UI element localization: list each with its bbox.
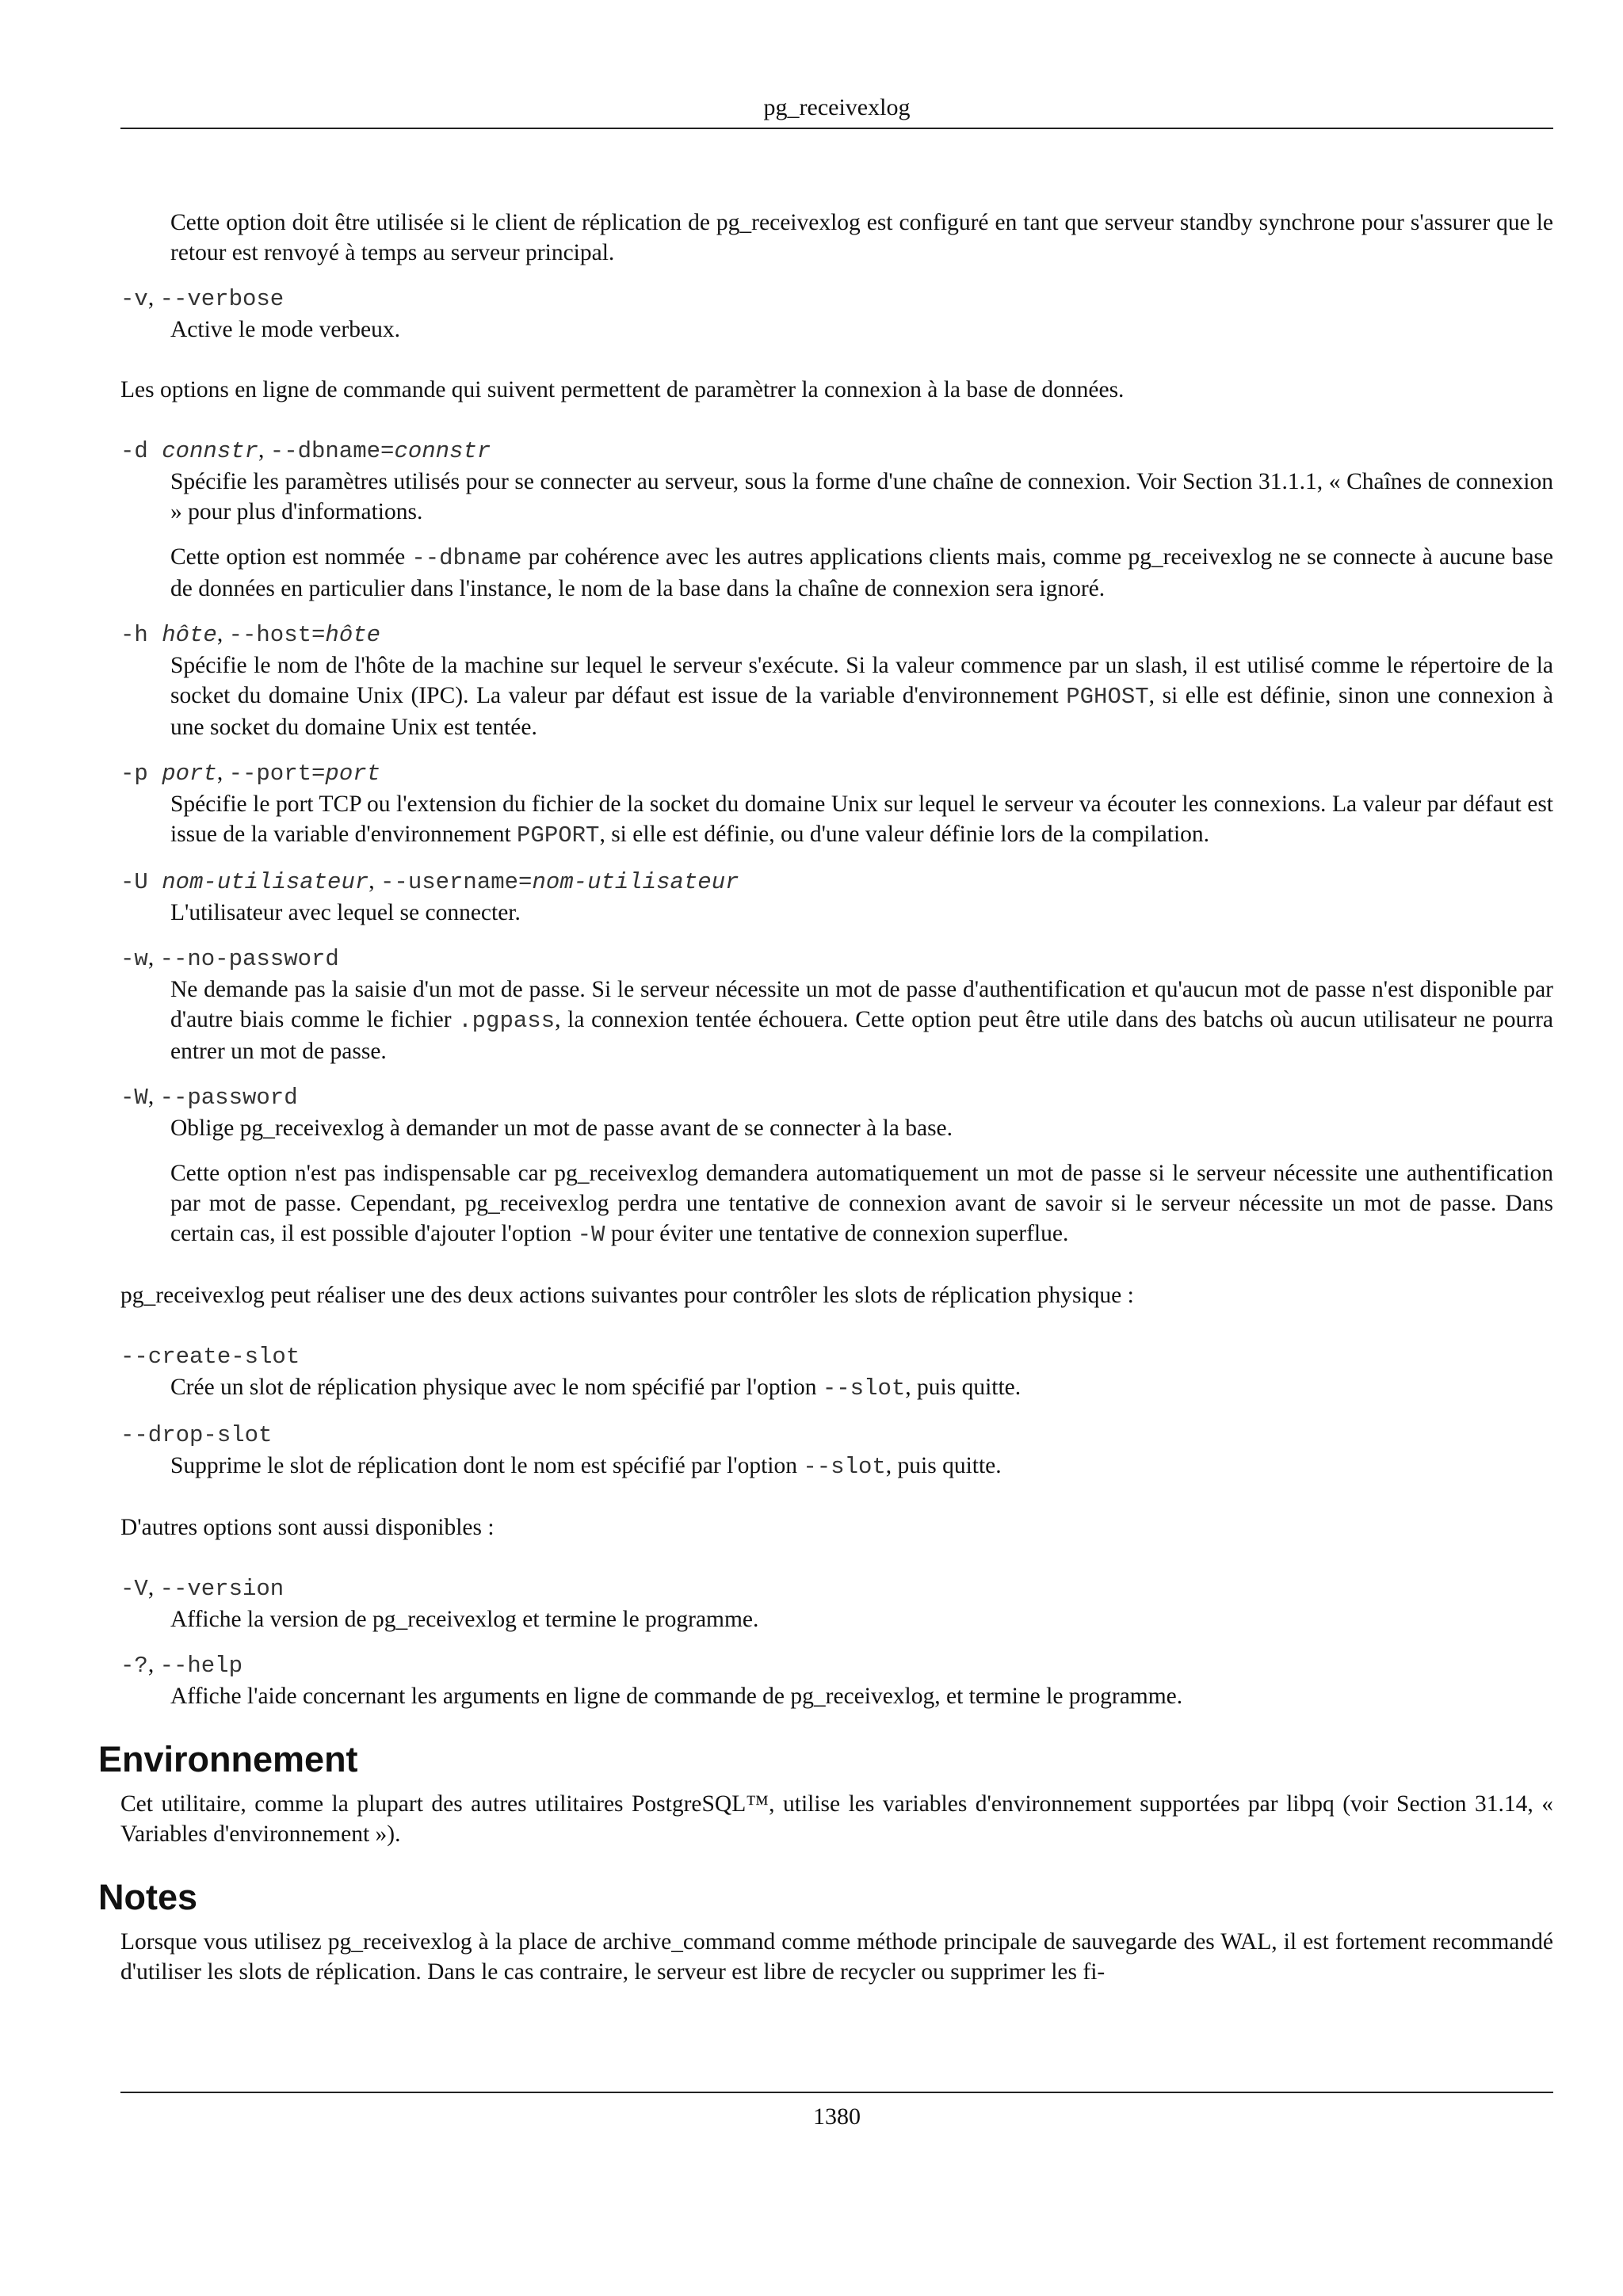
option-description: Cette option est nommée --dbname par cohérence avec les autres applications clients mais, comme pg_receivexlog ne se connecte à aucune base de données en particulier dans l'instance, le nom de la base dans la chaîne de connexion sera ignoré. xyxy=(170,544,1553,601)
option-description: Supprime le slot de réplication dont le nom est spécifié par l'option --slot, puis quitte. xyxy=(170,1453,1002,1480)
option-description: Affiche l'aide concernant les arguments en ligne de commande de pg_receivexlog, et termine le programme. xyxy=(170,1684,1183,1709)
option-term: -W, --password xyxy=(120,1084,298,1111)
option-entry-password xyxy=(120,1081,1553,1250)
paragraph: Les options en ligne de commande qui suivent permettent de paramètrer la connexion à la base de données. xyxy=(120,377,1125,402)
option-term: -U nom-utilisateur, --username=nom-utilisateur xyxy=(120,868,739,895)
option-description: Crée un slot de réplication physique avec le nom spécifié par l'option --slot, puis quitte. xyxy=(170,1375,1022,1402)
option-term: --drop-slot xyxy=(120,1422,273,1448)
section-heading-notes: Notes xyxy=(98,1877,198,1917)
option-term: -w, --no-password xyxy=(120,945,339,972)
option-description: Spécifie les paramètres utilisés pour se connecter au serveur, sous la forme d'une chaîne de connexion. Voir Section 31.1.1, « Chaînes de connexion » pour plus d'informations. xyxy=(170,469,1553,524)
page-body xyxy=(98,208,1553,1987)
option-description: Active le mode verbeux. xyxy=(170,317,400,342)
option-description: L'utilisateur avec lequel se connecter. xyxy=(170,900,521,925)
option-description: Oblige pg_receivexlog à demander un mot de passe avant de se connecter à la base. xyxy=(170,1116,953,1141)
option-entry-verbose xyxy=(120,283,1553,345)
option-term: -?, --help xyxy=(120,1652,242,1679)
option-term: -d connstr, --dbname=connstr xyxy=(120,437,491,464)
paragraph: pg_receivexlog peut réaliser une des deux actions suivantes pour contrôler les slots de réplication physique : xyxy=(120,1283,1134,1308)
option-description: Ne demande pas la saisie d'un mot de passe. Si le serveur nécessite un mot de passe d'authentification et qu'aucun mot de passe n'est disponible par d'autre biais comme le fichier .pgpass, la connexion tentée échouera. Cette option peut être utile dans des batchs où aucun utilisateur ne pourra entrer un mot de passe. xyxy=(170,977,1553,1064)
paragraph: D'autres options sont aussi disponibles : xyxy=(120,1515,495,1540)
option-term: -V, --version xyxy=(120,1575,285,1602)
option-term: -v, --verbose xyxy=(120,285,285,312)
option-term: -p port, --port=port xyxy=(120,760,381,787)
option-entry-drop-slot xyxy=(120,1419,1553,1482)
option-entry-help xyxy=(120,1650,1553,1711)
option-term: -h hôte, --host=hôte xyxy=(120,621,381,648)
option-entry-version xyxy=(120,1573,1553,1634)
header-rule xyxy=(120,128,1553,129)
option-entry-dbname xyxy=(120,435,1553,604)
footer-rule xyxy=(120,2092,1553,2093)
paragraph: Cet utilitaire, comme la plupart des autres utilitaires PostgreSQL™, utilise les variables d'environnement supportées par libpq (voir Section 31.14, « Variables d'environnement »). xyxy=(120,1791,1553,1847)
option-entry-username xyxy=(120,866,1553,928)
option-description: Affiche la version de pg_receivexlog et termine le programme. xyxy=(170,1607,759,1632)
option-entry-create-slot xyxy=(120,1341,1553,1404)
paragraph: Cette option doit être utilisée si le client de réplication de pg_receivexlog est configuré en tant que serveur standby synchrone pour s'assurer que le retour est renvoyé à temps au serveur principal. xyxy=(170,210,1553,265)
option-description: Spécifie le port TCP ou l'extension du fichier de la socket du domaine Unix sur lequel le serveur va écouter les connexions. La valeur par défaut est issue de la variable d'environnement PGPORT, si elle est définie, ou d'une valeur définie lors de la compilation. xyxy=(170,791,1553,849)
option-term: --create-slot xyxy=(120,1344,300,1370)
option-entry-no-password xyxy=(120,943,1553,1066)
option-entry-host xyxy=(120,619,1553,742)
section-heading-environnement: Environnement xyxy=(98,1739,358,1779)
page-number: 1380 xyxy=(813,2103,861,2130)
option-description: Spécifie le nom de l'hôte de la machine sur lequel le serveur s'exécute. Si la valeur commence par un slash, il est utilisé comme le répertoire de la socket du domaine Unix (IPC). La valeur par défaut est issue de la variable d'environnement PGHOST, si elle est définie, sinon une connexion à une socket du domaine Unix est tentée. xyxy=(170,653,1553,740)
option-entry-port xyxy=(120,757,1553,851)
option-description: Cette option n'est pas indispensable car pg_receivexlog demandera automatiquement un mot de passe si le serveur nécessite une authentification par mot de passe. Cependant, pg_receivexlog perdra une tentative de connexion avant de savoir si le serveur nécessite un mot de passe. Dans certain cas, il est possible d'ajouter l'option -W pour éviter une tentative de connexion superflue. xyxy=(170,1161,1553,1248)
paragraph: Lorsque vous utilisez pg_receivexlog à la place de archive_command comme méthode principale de sauvegarde des WAL, il est fortement recommandé d'utiliser les slots de réplication. Dans le cas contraire, le serveur est libre de recycler ou supprimer les fi- xyxy=(120,1929,1553,1985)
running-header: pg_receivexlog xyxy=(763,94,911,120)
